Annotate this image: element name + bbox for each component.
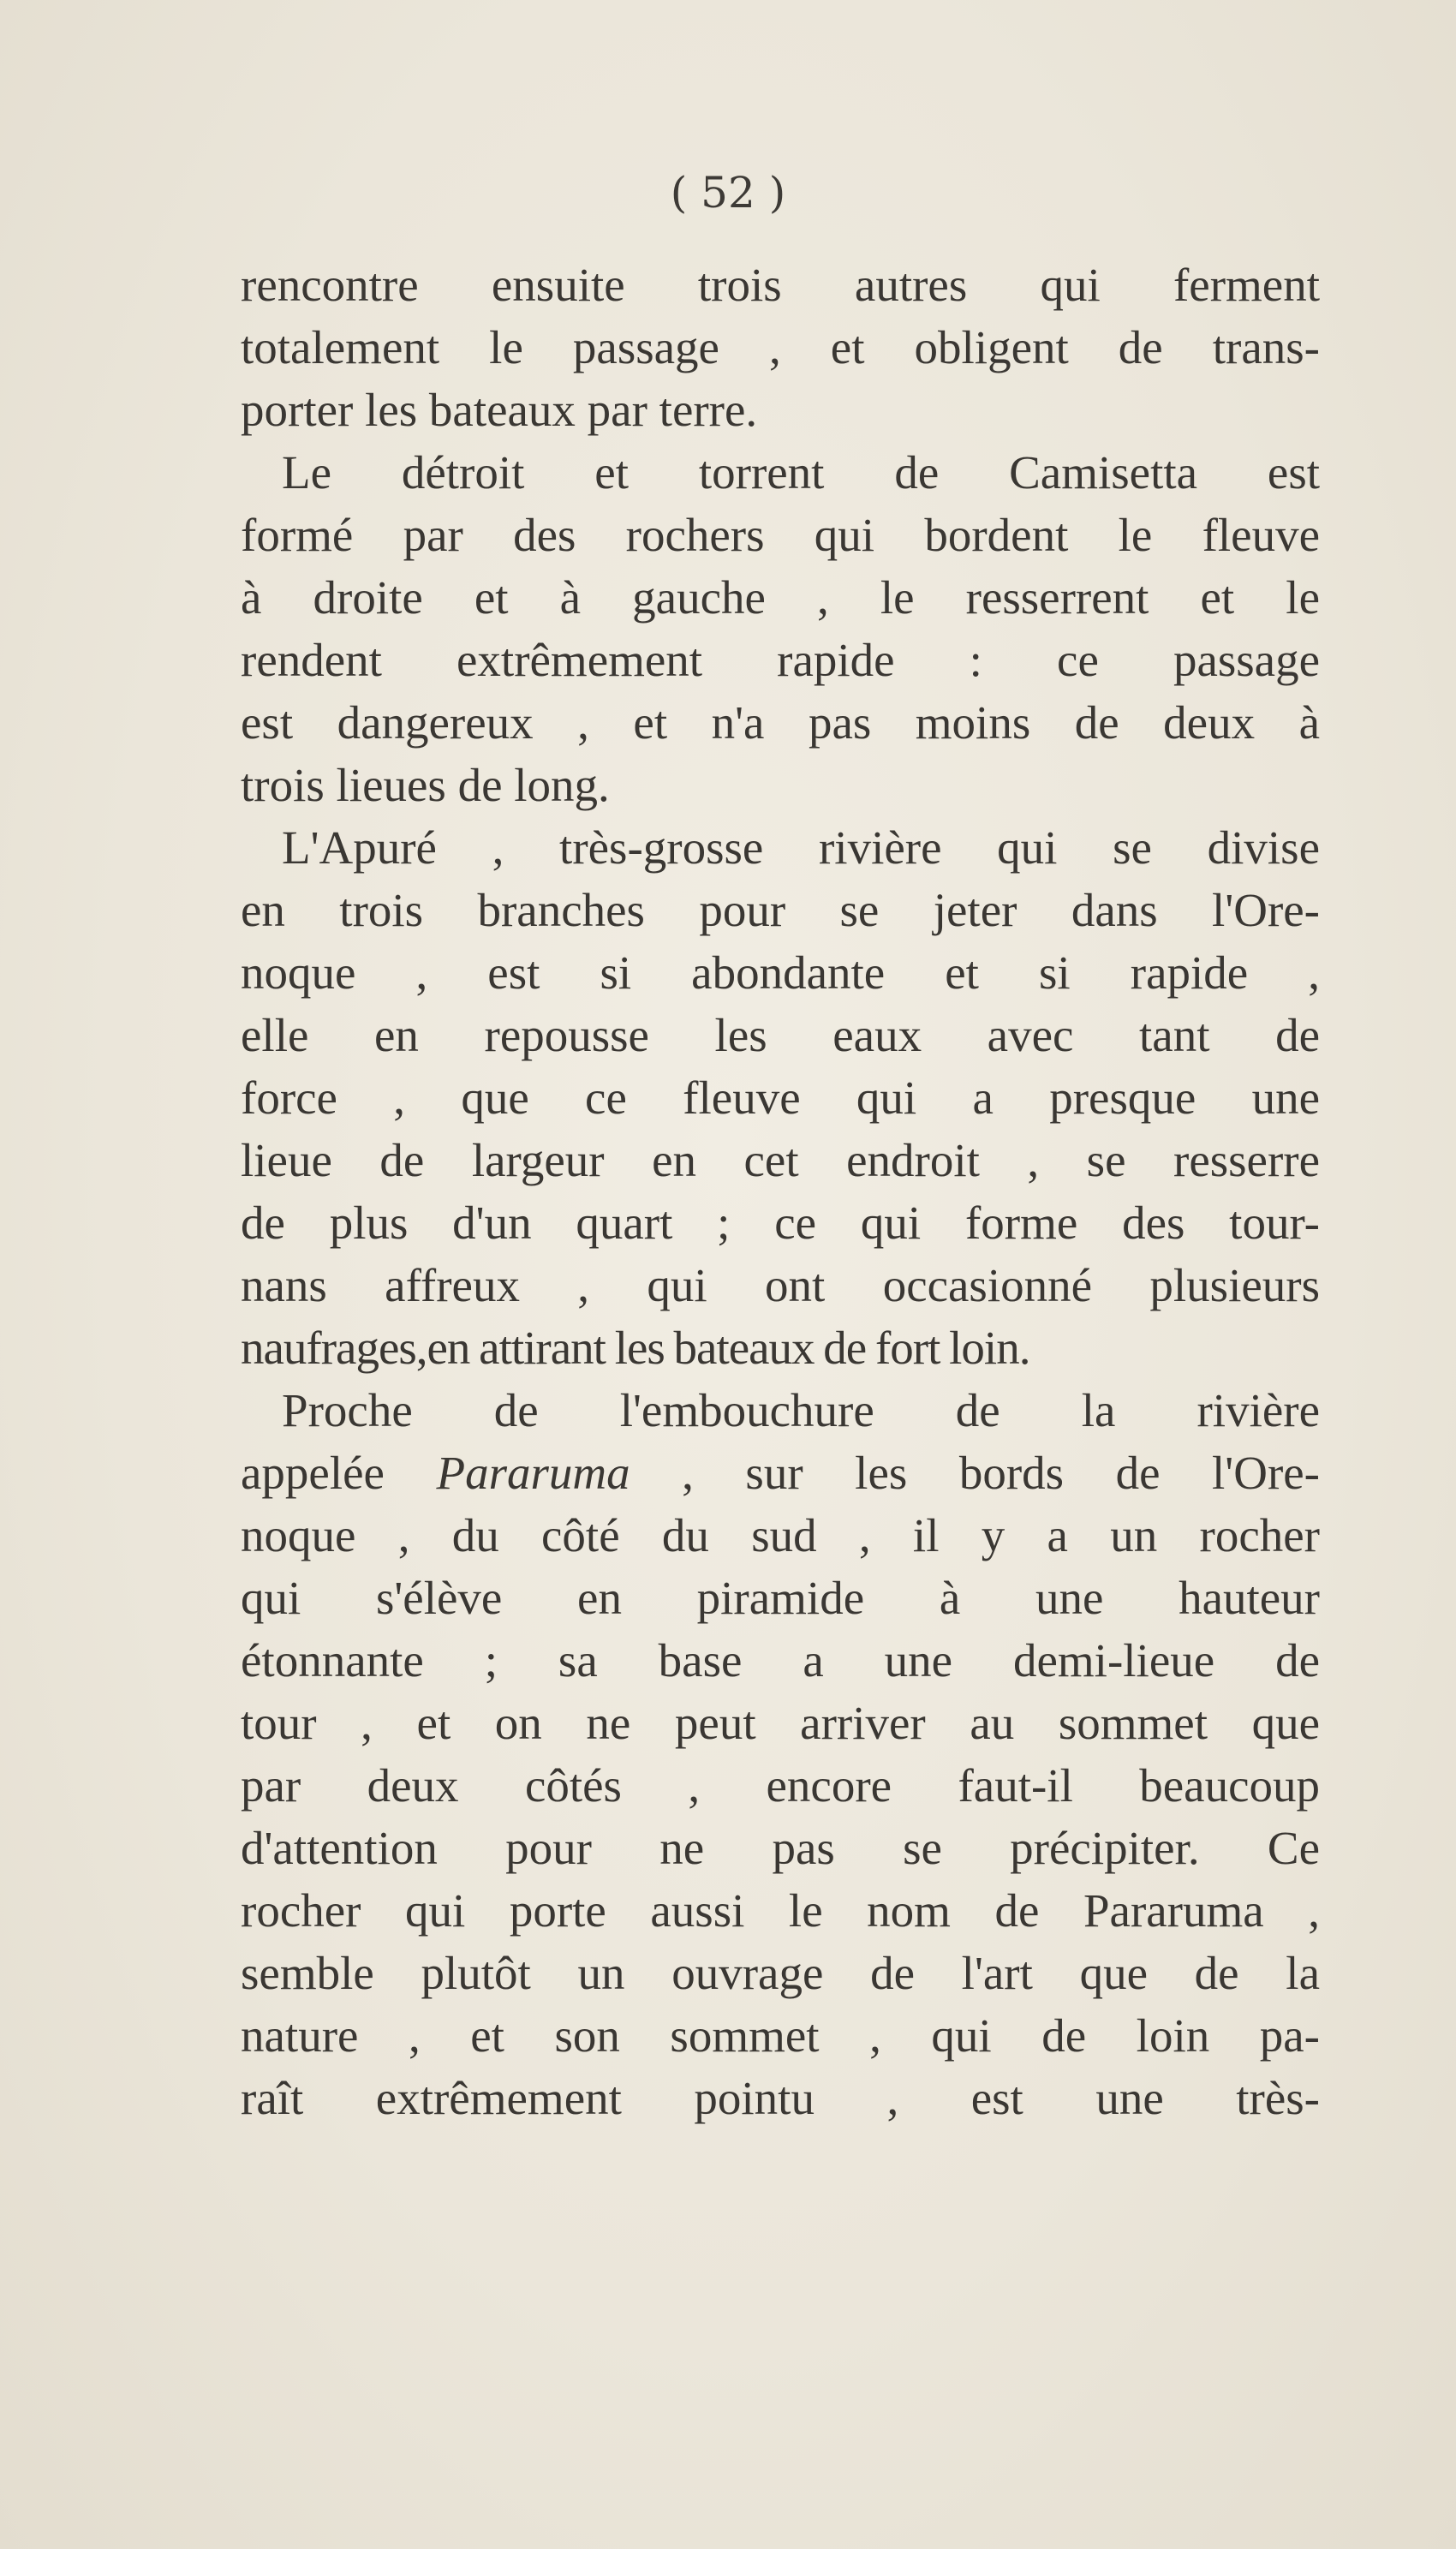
text-line: rendent extrêmement rapide : ce passage <box>241 634 1320 686</box>
text-line: tour , et on ne peut arriver au sommet que <box>241 1697 1320 1749</box>
text-line: en trois branches pour se jeter dans l'Ore- <box>241 884 1320 936</box>
text-line: elle en repousse les eaux avec tant de <box>241 1009 1320 1061</box>
text-line: totalement le passage , et obligent de trans- <box>241 321 1320 373</box>
text-line: trois lieues de long. <box>241 759 610 811</box>
text-line: lieue de largeur en cet endroit , se resserre <box>241 1134 1320 1186</box>
text-line-with-italic <box>241 1442 1320 1504</box>
page-number: ( 52 ) <box>670 168 786 218</box>
text-line: nans affreux , qui ont occasionné plusieurs <box>241 1259 1320 1311</box>
paragraph-start-line: Le détroit et torrent de Camisetta est <box>282 446 1320 498</box>
text-line: noque , est si abondante et si rapide , <box>241 946 1320 999</box>
text-line: rocher qui porte aussi le nom de Pararuma , <box>241 1884 1320 1937</box>
line-text-before: appelée <box>241 1447 437 1499</box>
text-line: noque , du côté du sud , il y a un rocher <box>241 1509 1320 1561</box>
paragraph-start-line: Proche de l'embouchure de la rivière <box>282 1384 1320 1436</box>
paragraph-start-line: L'Apuré , très-grosse rivière qui se divise <box>282 821 1320 874</box>
text-line: est dangereux , et n'a pas moins de deux à <box>241 696 1320 749</box>
text-line: étonnante ; sa base a une demi-lieue de <box>241 1634 1320 1686</box>
text-line: naufrages,en attirant les bateaux de fort loin. <box>241 1322 1030 1374</box>
text-line: de plus d'un quart ; ce qui forme des tour- <box>241 1197 1320 1249</box>
text-line: d'attention pour ne pas se précipiter. Ce <box>241 1822 1320 1874</box>
text-line: nature , et son sommet , qui de loin pa- <box>241 2009 1320 2062</box>
body-text <box>241 254 1320 2129</box>
text-line: semble plutôt un ouvrage de l'art que de la <box>241 1947 1320 1999</box>
text-line: par deux côtés , encore faut-il beaucoup <box>241 1759 1320 1812</box>
text-line: porter les bateaux par terre. <box>241 384 758 436</box>
italic-river-name: Pararuma <box>436 1447 630 1499</box>
text-line: rencontre ensuite trois autres qui ferment <box>241 259 1320 311</box>
text-line: formé par des rochers qui bordent le fleuve <box>241 509 1320 561</box>
text-line: raît extrêmement pointu , est une très- <box>241 2072 1320 2124</box>
text-line: à droite et à gauche , le resserrent et le <box>241 571 1320 624</box>
text-line: qui s'élève en piramide à une hauteur <box>241 1572 1320 1624</box>
line-text-after: , sur les bords de l'Ore- <box>630 1447 1320 1499</box>
text-line: force , que ce fleuve qui a presque une <box>241 1072 1320 1124</box>
